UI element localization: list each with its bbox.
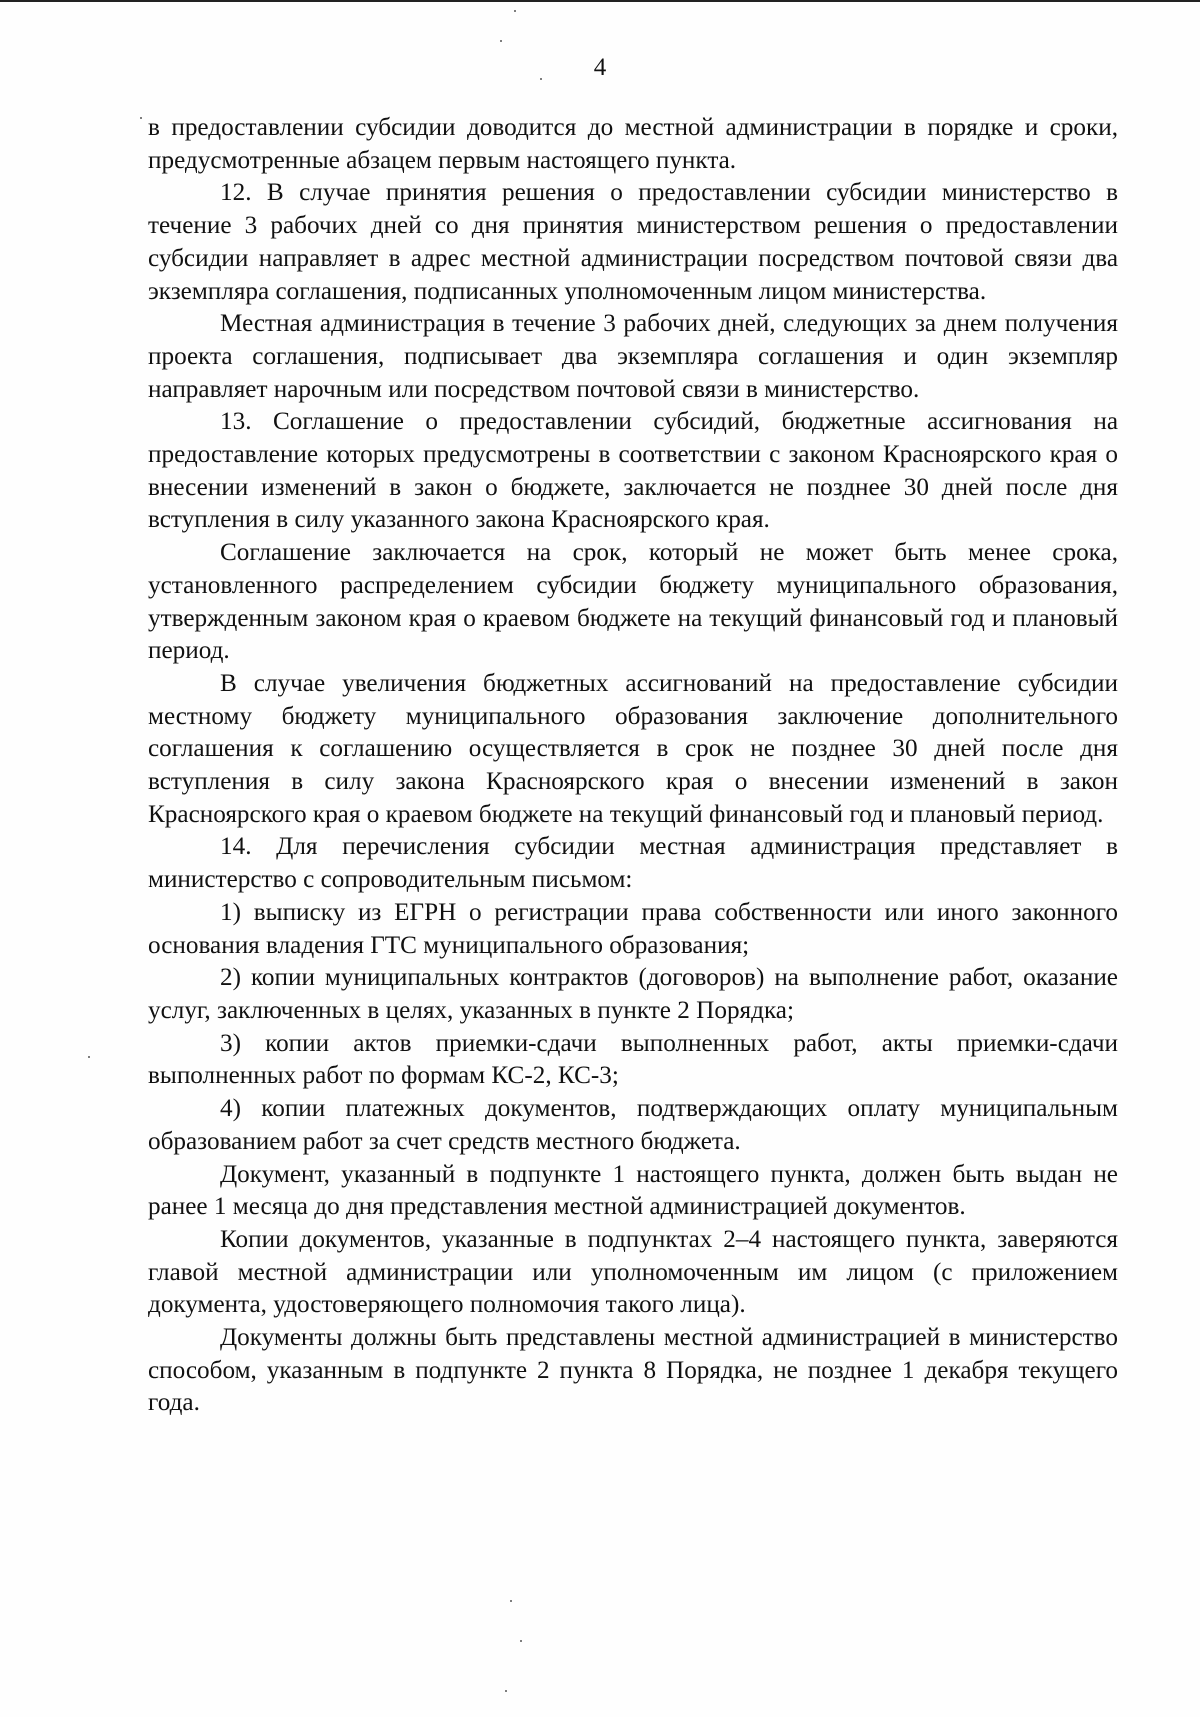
paragraph: Документы должны быть представлены местной администрацией в министерство способом, указанным в подпункте 2 пункта 8 Порядка, не позднее 1 декабря текущего года. <box>148 1324 1118 1417</box>
scan-speck <box>88 1056 90 1058</box>
scan-speck <box>140 117 142 119</box>
list-item-1: 1) выписку из ЕГРН о регистрации права собственности или иного законного основания владения ГТС муниципального образования; <box>148 898 1118 959</box>
scan-speck <box>505 1690 507 1692</box>
paragraph: Копии документов, указанные в подпунктах 2–4 настоящего пункта, заверяются главой местной администрации или уполномоченным им лицом (с приложением документа, удостоверяющего полномочия такого лица). <box>148 1225 1118 1319</box>
paragraph: Соглашение заключается на срок, который не может быть менее срока, установленного распределением субсидии бюджету муниципального образования, утвержденным законом края о краевом бюджете на текущий финансовый год и плановый период. <box>148 539 1118 665</box>
paragraph-item-12: 12. В случае принятия решения о предоставлении субсидии министерство в течение 3 рабочих дней со дня принятия министерством решения о предоставлении субсидии направляет в адрес местной администрации посредством почтовой связи два экземпляра соглашения, подписанных уполномоченным лицом министерства. <box>148 179 1118 305</box>
scan-top-edge <box>0 0 1200 2</box>
page-number: 4 <box>593 54 607 81</box>
list-item-2: 2) копии муниципальных контрактов (договоров) на выполнение работ, оказание услуг, заключенных в целях, указанных в пункте 2 Порядка; <box>148 964 1118 1024</box>
paragraph-item-14: 14. Для перечисления субсидии местная администрация представляет в министерство с сопроводительным письмом: <box>148 833 1118 894</box>
paragraph: Местная администрация в течение 3 рабочих дней, следующих за днем получения проекта соглашения, подписывает два экземпляра соглашения и один экземпляр направляет нарочным или посредством почтовой связи в министерство. <box>148 310 1118 403</box>
paragraph-item-13: 13. Соглашение о предоставлении субсидий, бюджетные ассигнования на предоставление которых предусмотрены в соответствии с законом Красноярского края о внесении изменений в закон о бюджете, заключается не позднее 30 дней после дня вступления в силу указанного закона Красноярского края. <box>148 408 1118 534</box>
list-item-3: 3) копии актов приемки-сдачи выполненных работ, акты приемки-сдачи выполненных работ по формам КС-2, КС-3; <box>148 1029 1118 1090</box>
scan-speck <box>540 78 542 80</box>
scan-speck <box>520 1640 522 1642</box>
scan-speck <box>510 1600 512 1602</box>
paragraph: В случае увеличения бюджетных ассигнований на предоставление субсидии местному бюджету муниципального образования заключение дополнительного соглашения к соглашению осуществляется в срок не позднее 30 дней после дня вступления в силу закона Красноярского края о внесении изменений в закон Красноярского края о краевом бюджете на текущий финансовый год и плановый период. <box>148 669 1118 828</box>
paragraph: Документ, указанный в подпункте 1 настоящего пункта, должен быть выдан не ранее 1 месяца до дня представления местной администрацией документов. <box>148 1160 1118 1221</box>
paragraph-continuation: в предоставлении субсидии доводится до местной администрации в порядке и сроки, предусмотренные абзацем первым настоящего пункта. <box>148 114 1118 174</box>
scan-speck <box>500 40 502 42</box>
list-item-4: 4) копии платежных документов, подтверждающих оплату муниципальным образованием работ за счет средств местного бюджета. <box>148 1095 1118 1155</box>
scan-speck <box>514 10 516 12</box>
document-body <box>148 112 1118 1420</box>
